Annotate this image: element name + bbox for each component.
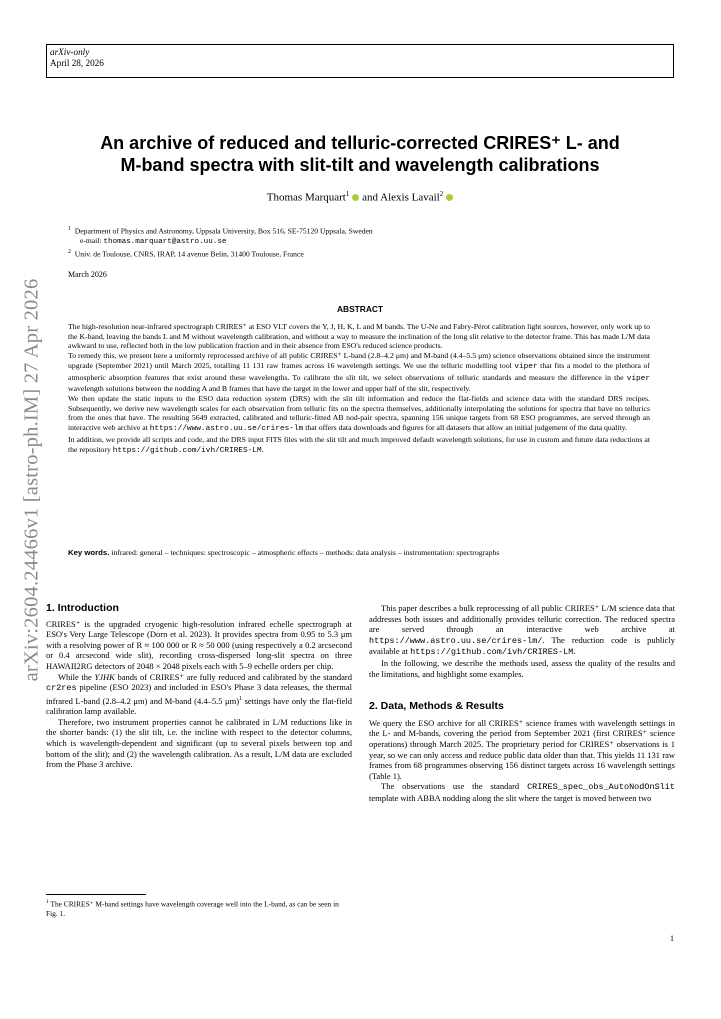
received-date: March 2026	[68, 270, 107, 279]
title-line-2: M-band spectra with slit-tilt and wavelength calibrations	[120, 155, 600, 175]
author-1: Thomas Marquart	[266, 191, 346, 204]
affiliation-1-text: Department of Physics and Astronomy, Uppsala University, Box 516, SE-75120 Uppsala, Sweden	[74, 226, 373, 236]
intro-text: settings have only the flat-field calibration lamp available.	[46, 695, 352, 717]
right-paragraph-1	[369, 603, 675, 658]
affiliation-email	[68, 236, 658, 248]
intro-paragraph-2	[46, 672, 352, 717]
code-viper: viper	[626, 374, 650, 383]
abstract-paragraph-2	[68, 351, 650, 394]
header-line-1: arXiv-only	[50, 47, 90, 57]
repository-link[interactable]: https://github.com/ivh/CRIRES-LM	[410, 647, 574, 658]
arxiv-sidebar	[20, 265, 44, 695]
footnote-text: The CRIRES⁺ M-band settings have wavelength coverage well into the L-band, as can be seen in Fig. 1.	[46, 899, 339, 918]
abstract-paragraph-3	[68, 394, 650, 435]
abstract-text: In addition, we provide all scripts and code, and the DRS input FITS files with the slit tilt and much improved default wavelength solutions, for use in custom and future data reductions at the repository	[68, 434, 650, 454]
section-heading-introduction: 1. Introduction	[46, 602, 119, 614]
abstract-heading: ABSTRACT	[336, 304, 384, 314]
left-column	[46, 603, 352, 770]
abstract-paragraph-1: The high-resolution near-infrared spectrograph CRIRES⁺ at ESO VLT covers the Y, J, H, K, L and M bands. The U-Ne and Fabry-Pérot calibration light sources, however, only work up to the K-band, leaving the bands L and M without wavelength calibration, and without a way to measure the inclination of the long slit relative to the detector frame. This has made L/M data awkward to use, reflected both in the low publication fraction and in their absence from ESO's reduced science products.	[68, 322, 650, 351]
affiliations	[68, 225, 658, 259]
abstract-text: that offers data downloads and figures for all datasets that allow an initial judgement of the data quality.	[303, 423, 627, 433]
code-viper: viper	[514, 362, 538, 371]
affiliation-1	[68, 225, 658, 236]
intro-text: pipeline (ESO 2023) and included in ESO's Phase 3 data releases, the thermal infrared L-band (2.8–4.2 μm) and M-band (4.4–5.5 μm)	[46, 682, 352, 706]
abstract-text: that fits a model to the plethora of atmospheric absorption features that exist around these wavelengths. To calibrate the slit tilt, we select observations of telluric standards and measure the difference in the	[68, 360, 650, 382]
affiliation-1-num: 1	[68, 226, 71, 232]
paper-title	[60, 132, 660, 176]
section2-paragraph-2	[369, 781, 675, 803]
keywords-label: Key words.	[68, 548, 110, 557]
section-heading-data-methods: 2. Data, Methods & Results	[369, 700, 504, 713]
right-text: .	[573, 646, 576, 657]
intro-bands: YJHK	[94, 671, 115, 682]
author-2-affil: 2	[439, 190, 444, 198]
right-text: . The reduction code is publicly available at	[369, 634, 675, 657]
right-text: template with ABBA nodding along the slit where the target is moved between two	[369, 792, 652, 803]
email-link[interactable]: thomas.marquart@astro.uu.se	[103, 238, 227, 247]
archive-link[interactable]: https://www.astro.uu.se/crires-lm	[149, 425, 304, 434]
repository-link[interactable]: https://github.com/ivh/CRIRES-LM	[112, 446, 262, 455]
abstract-text: wavelength solutions between the nodding A and B frames that have the target in the lower and upper half of the slit, respectively.	[68, 384, 471, 394]
affiliation-2-text: Univ. de Toulouse, CNRS, IRAP, 14 avenue Belin, 31400 Toulouse, France	[74, 249, 304, 259]
intro-text: While the	[58, 671, 95, 682]
affiliation-2	[68, 248, 658, 259]
code-template: CRIRES_spec_obs_AutoNodOnSlit	[527, 782, 675, 793]
abstract-paragraph-4	[68, 435, 650, 456]
code-cr2res: cr2res	[46, 683, 77, 694]
intro-paragraph-3: Therefore, two instrument properties cannot be calibrated in L/M reductions like in the shorter bands: (1) the slit tilt, i.e. the incline with respect to the detector columns, which is wavelength-dependent and significant (up to several pixels between top and bottom of the slit); and (2) the wavelength calibration. As a result, L/M data are excluded from the Phase 3 archive.	[46, 716, 352, 770]
abstract-text: We then update the static inputs to the ESO data reduction system (DRS) with the slit tilt information and reduce the flat-fields and science data with the standard DRS recipes. Subsequently, we derive new wavelength scales for each observation from telluric fits on the spectra themselves, additionally interpolating the solutions for spectra that have no tellurics from the ones that have. The resulting 5649 extracted, calibrated and telluric-fitted AB nod-pair spectra, spanning 156 unique targets from 68 ESO programmes, are served through an interactive web archive at	[68, 394, 650, 433]
author-2: Alexis Lavail	[380, 191, 440, 204]
right-text: The observations use the standard	[381, 781, 528, 792]
affiliation-2-num: 2	[68, 248, 71, 255]
abstract-body	[68, 322, 650, 456]
authors	[60, 190, 660, 204]
page-number: 1	[670, 934, 674, 943]
author-1-affil: 1	[345, 190, 350, 198]
intro-paragraph-1: CRIRES⁺ is the upgraded cryogenic high-resolution infrared echelle spectrograph at ESO's Very Large Telescope (Dorn et al. 2023). It provides spectra from 0.95 to 5.3 μm with a resolving power of R ≈ 100 000 or R ≈ 50 000 (using respectively a 0.2 arcsecond or 0.4 arcsecond wide slit), recording cross-dispersed long-slit spectra on three HAWAII2RG detectors of 2048 × 2048 pixels each with 5–9 echelle orders per chip.	[46, 618, 352, 671]
keywords-text: infrared: general – techniques: spectroscopic – atmospheric effects – methods: data analysis – instrumentation: spectrographs	[109, 548, 500, 557]
authors-and: and	[359, 191, 381, 204]
section2-paragraph-1: We query the ESO archive for all CRIRES⁺ science frames with wavelength settings in the L- and M-bands, covering the period from September 2021 (first CRIRES⁺ science operations) through March 2025. The proprietary period for CRIRES⁺ observations is 1 year, so we can only access and reduce public data older than that. This yields 11 131 raw frames from 68 programmes observing 156 distinct targets across 16 wavelength settings (Table 1).	[369, 717, 675, 781]
abstract-text: To remedy this, we present here a uniformly reprocessed archive of all public CRIRES⁺ L-band (2.8–4.2 μm) and M-band (4.4–5.5 μm) science observations obtained since the instrument upgrade (September 2021) until March 2025, totalling 11 131 raw frames across 16 wavelength settings. We use the telluric modelling tool	[68, 351, 650, 370]
footnote-rule	[46, 894, 146, 895]
archive-link[interactable]: https://www.astro.uu.se/crires-lm/	[369, 635, 543, 646]
right-paragraph-2: In the following, we describe the methods used, assess the quality of the results and the limitations, and highlight some examples.	[369, 657, 675, 679]
header-box	[46, 44, 674, 78]
footnote-ref[interactable]: 1	[239, 695, 243, 702]
email-label: e-mail:	[80, 236, 104, 246]
arxiv-id: arXiv:2604.24466v1 [astro-ph.IM] 27 Apr 2026	[20, 278, 43, 682]
title-line-1: An archive of reduced and telluric-corrected CRIRES⁺ L- and	[100, 133, 620, 153]
intro-text: bands of CRIRES⁺ are fully reduced and calibrated by the standard	[114, 671, 352, 682]
footnote-number: 1	[46, 899, 49, 905]
keywords	[68, 548, 650, 558]
footnote	[46, 898, 352, 918]
header-line-2: April 28, 2026	[50, 58, 104, 68]
abstract-text: .	[261, 444, 264, 454]
orcid-icon[interactable]	[446, 194, 453, 201]
right-column	[369, 603, 675, 804]
right-text: This paper describes a bulk reprocessing of all public CRIRES⁺ L/M science data that addresses both issues and additionally provides telluric correction. The reduced spectra are served through an interactive web archive at	[369, 603, 675, 635]
